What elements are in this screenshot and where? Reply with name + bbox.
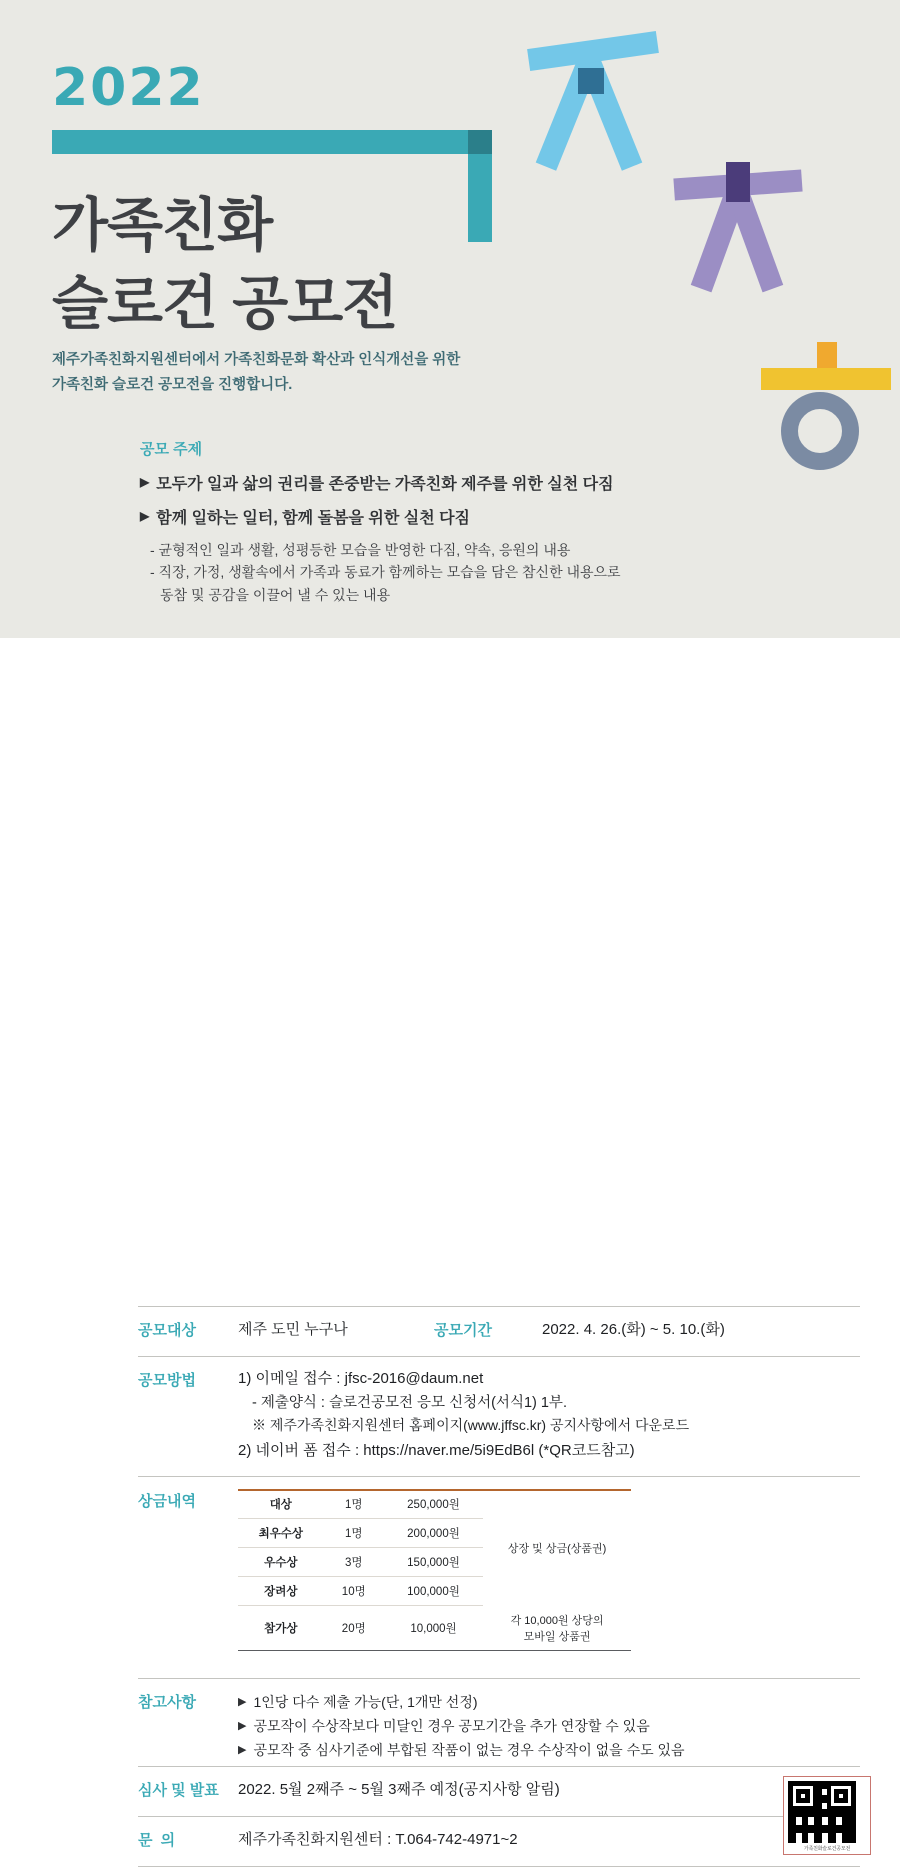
topic-block (140, 438, 800, 606)
poster-details-section (0, 638, 900, 1852)
qr-caption: 가족친화슬로건공모전 (803, 1846, 851, 1852)
note-text: 공모작 중 심사기준에 부합된 작품이 없는 경우 수상작이 없을 수도 있음 (253, 1742, 685, 1759)
method-line: - 제출양식 : 슬로건공모전 응모 신청서(서식1) 1부. (252, 1395, 567, 1411)
poster-intro (52, 348, 460, 399)
note-label: 참고사항 (138, 1694, 196, 1711)
triangle-bullet-icon: ▶ (238, 1744, 247, 1757)
prize-table-bottom-rule (238, 1650, 631, 1651)
triangle-bullet-icon: ▶ (140, 509, 150, 523)
method-line: ※ 제주가족친화지원센터 홈페이지(www.jffsc.kr) 공지사항에서 다운로드 (252, 1417, 690, 1433)
prize-award: 참가상 (264, 1622, 298, 1635)
qr-code-block[interactable] (783, 1776, 871, 1855)
decorative-letter-chi-blue-icon (520, 30, 680, 180)
prize-award: 대상 (238, 1490, 324, 1519)
poster-intro-line1: 제주가족친화지원센터에서 가족친화문화 확산과 인식개선을 위한 (52, 352, 461, 368)
topic-item (140, 471, 800, 494)
prize-amount: 100,000원 (384, 1577, 483, 1606)
bracket-cap (468, 130, 492, 154)
prize-label: 상금내역 (138, 1493, 196, 1510)
prize-award: 장려상 (238, 1577, 324, 1606)
note-text: 1인당 다수 제출 가능(단, 1개만 선정) (253, 1694, 478, 1710)
divider (138, 1306, 860, 1307)
target-value: 제주 도민 누구나 (238, 1321, 348, 1338)
poster-intro-line2: 가족친화 슬로건 공모전을 진행합니다. (52, 377, 293, 394)
bracket-horizontal (52, 130, 492, 154)
divider (138, 1476, 860, 1477)
prize-note-bottom-line1: 각 10,000원 상당의 (510, 1614, 604, 1627)
prize-table (238, 1490, 631, 1650)
note-text: 공모작이 수상작보다 미달인 경우 공모기간을 추가 연장할 수 있음 (253, 1718, 650, 1735)
prize-award: 최우수상 (238, 1519, 324, 1548)
judge-label: 심사 및 발표 (138, 1782, 219, 1799)
poster-year: 2022 (52, 58, 205, 118)
contact-label: 문 의 (138, 1832, 178, 1849)
prize-count: 1명 (324, 1519, 384, 1548)
prize-note-bottom (483, 1606, 631, 1650)
divider (138, 1678, 860, 1679)
contact-value: 제주가족친화지원센터 : T.064-742-4971~2 (238, 1831, 518, 1848)
list-item (238, 1690, 685, 1714)
period-value: 2022. 4. 26.(화) ~ 5. 10.(화) (542, 1321, 725, 1338)
method-line: 1) 이메일 접수 : jfsc-2016@daum.net (238, 1370, 484, 1387)
triangle-bullet-icon: ▶ (238, 1696, 247, 1708)
method-label: 공모방법 (138, 1372, 196, 1389)
topic-sub-line: - 직장, 가정, 생활속에서 가족과 동료가 함께하는 모습을 담은 참신한 내용으로 (150, 564, 621, 581)
topic-sub-line: - 균형적인 일과 생활, 성평등한 모습을 반영한 다짐, 약속, 응원의 내용 (150, 542, 571, 558)
poster-title-line1: 가족친화 (52, 193, 273, 258)
table-row (238, 1606, 631, 1650)
prize-count: 10명 (324, 1577, 384, 1606)
qr-code-icon[interactable] (788, 1781, 856, 1843)
method-line: 2) 네이버 폼 접수 : https://naver.me/5i9EdB6l (*QR코드참고) (238, 1442, 635, 1459)
prize-count: 20명 (341, 1622, 366, 1635)
list-item (238, 1714, 685, 1738)
target-label: 공모대상 (138, 1322, 196, 1339)
topic-item-label: 함께 일하는 일터, 함께 돌봄을 위한 실천 다짐 (156, 510, 471, 527)
period-label: 공모기간 (434, 1322, 492, 1339)
prize-amount: 250,000원 (384, 1490, 483, 1519)
prize-award: 우수상 (238, 1548, 324, 1577)
prize-note-top: 상장 및 상금(상품권) (507, 1542, 607, 1555)
decorative-letter-chi-purple-icon (668, 150, 818, 295)
list-item (238, 1738, 685, 1762)
judge-value: 2022. 5월 2째주 ~ 5월 3째주 예정(공지사항 알림) (238, 1781, 560, 1798)
prize-amount: 150,000원 (384, 1548, 483, 1577)
divider (138, 1356, 860, 1357)
note-list (238, 1690, 685, 1762)
prize-count: 1명 (324, 1490, 384, 1519)
prize-amount: 200,000원 (384, 1519, 483, 1548)
prize-note-bottom-line2: 모바일 상품권 (523, 1630, 591, 1643)
prize-count: 3명 (324, 1548, 384, 1577)
table-row (238, 1490, 631, 1519)
divider (138, 1766, 860, 1767)
triangle-bullet-icon: ▶ (238, 1720, 247, 1733)
triangle-bullet-icon: ▶ (140, 475, 150, 489)
divider (138, 1816, 860, 1817)
prize-amount: 10,000원 (410, 1622, 457, 1635)
topic-heading: 공모 주제 (140, 441, 203, 458)
poster-header-section (0, 0, 900, 638)
poster-title-line2: 슬로건 공모전 (52, 271, 398, 336)
topic-item (140, 505, 800, 528)
topic-item-label: 모두가 일과 삶의 권리를 존중받는 가족친화 제주를 위한 실천 다짐 (156, 476, 614, 493)
topic-sub-line: 동참 및 공감을 이끌어 낼 수 있는 내용 (160, 586, 391, 603)
